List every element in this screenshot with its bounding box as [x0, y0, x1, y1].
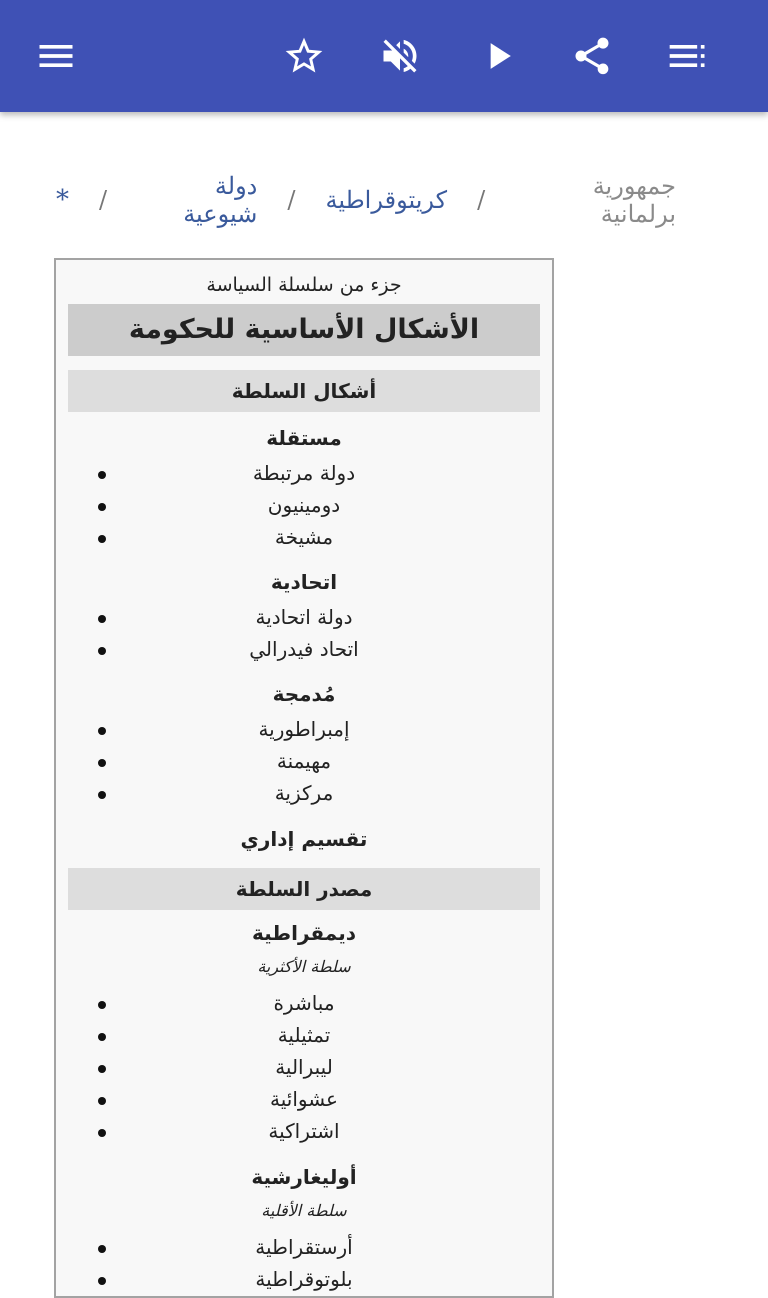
contents-button[interactable] [660, 28, 716, 84]
list-item[interactable]: دولة اتحادية [255, 605, 353, 629]
share-button[interactable] [564, 28, 620, 84]
infobox [54, 258, 554, 1298]
mute-button[interactable] [372, 28, 428, 84]
breadcrumb-link-communist-state[interactable]: دولة شيوعية [183, 172, 258, 228]
app-toolbar [0, 0, 768, 112]
section-header-power-forms: أشكال السلطة [68, 370, 540, 412]
bullet-marker [98, 1065, 106, 1073]
play-icon [476, 34, 520, 78]
bullet-marker [98, 647, 106, 655]
play-button[interactable] [470, 28, 526, 84]
breadcrumb-link-kritarchy[interactable]: كريتوقراطية [325, 186, 448, 214]
list-item[interactable]: عشوائية [270, 1087, 338, 1111]
list-item[interactable]: مركزية [274, 781, 334, 805]
volume-off-icon [378, 34, 422, 78]
list-item[interactable]: اتحاد فيدرالي [249, 637, 359, 661]
subheading-oligarchy[interactable]: أوليغارشية [251, 1165, 357, 1189]
bullet-marker [98, 759, 106, 767]
breadcrumb-separator: / [99, 186, 108, 214]
bullet-marker [98, 535, 106, 543]
bullet-marker [98, 503, 106, 511]
bullet-marker [98, 791, 106, 799]
bullet-marker [98, 1277, 106, 1285]
subheading-democracy[interactable]: ديمقراطية [251, 921, 356, 945]
list-item[interactable]: تمثيلية [277, 1023, 331, 1047]
section-header-power-source: مصدر السلطة [68, 868, 540, 910]
bullet-marker [98, 1129, 106, 1137]
bullet-marker [98, 727, 106, 735]
list-item[interactable]: بلوتوقراطية [255, 1267, 353, 1291]
menu-icon [34, 34, 78, 78]
breadcrumb-separator: / [287, 186, 296, 214]
infobox-title: الأشكال الأساسية للحكومة [68, 304, 540, 356]
breadcrumb [56, 172, 676, 228]
subheading-merged: مُدمجة [272, 682, 336, 706]
bullet-marker [98, 1001, 106, 1009]
star-outline-icon [282, 34, 326, 78]
list-item[interactable]: أرستقراطية [255, 1235, 353, 1259]
list-item[interactable]: مشيخة [274, 525, 334, 549]
bullet-marker [98, 1245, 106, 1253]
infobox-series-label[interactable]: جزء من سلسلة السياسة [206, 274, 402, 296]
list-item[interactable]: اشتراكية [268, 1119, 340, 1143]
bullet-marker [98, 1033, 106, 1041]
list-icon [666, 34, 710, 78]
subheading-independent: مستقلة [266, 426, 342, 450]
list-item[interactable]: مهيمنة [276, 749, 332, 773]
breadcrumb-separator: / [477, 186, 486, 214]
list-item[interactable]: مباشرة [273, 991, 335, 1015]
list-item[interactable]: إمبراطورية [258, 717, 350, 741]
list-item[interactable]: ليبرالية [275, 1055, 333, 1079]
share-icon [570, 34, 614, 78]
subheading-oligarchy-note: سلطة الأقلية [261, 1201, 347, 1220]
bullet-marker [98, 471, 106, 479]
menu-button[interactable] [28, 28, 84, 84]
breadcrumb-item-parliamentary-republic: جمهورية برلمانية [592, 172, 676, 228]
list-item[interactable]: دولة مرتبطة [252, 461, 356, 485]
bullet-marker [98, 615, 106, 623]
subheading-administrative-division[interactable]: تقسيم إداري [240, 827, 368, 851]
subheading-democracy-note: سلطة الأكثرية [257, 957, 351, 976]
favorite-button[interactable] [276, 28, 332, 84]
bullet-marker [98, 1097, 106, 1105]
breadcrumb-more-link[interactable]: * [56, 185, 69, 215]
subheading-federal: اتحادية [270, 570, 338, 594]
list-item[interactable]: دومينيون [267, 493, 341, 517]
